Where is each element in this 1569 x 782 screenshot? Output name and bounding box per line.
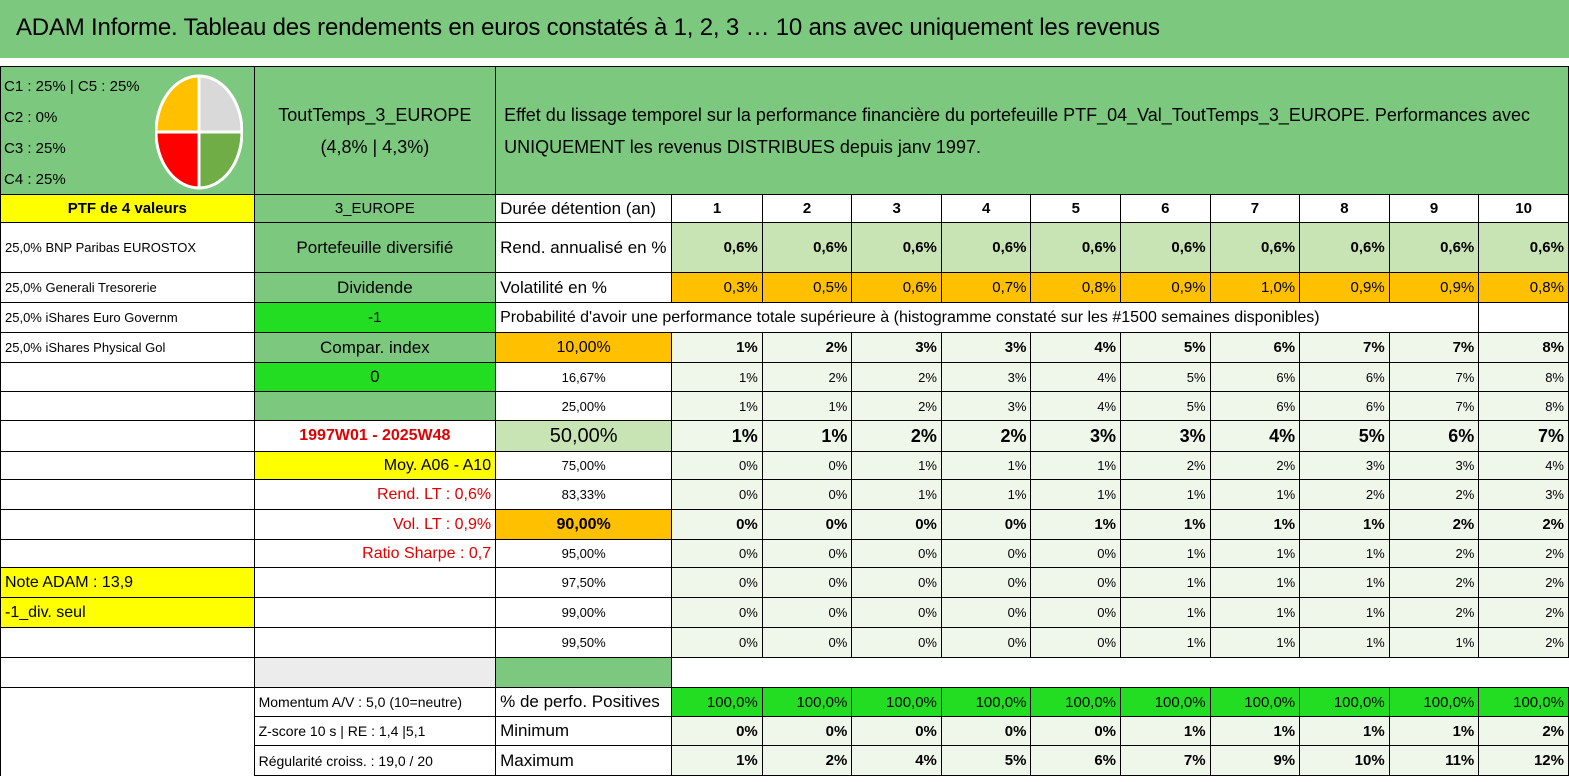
pos-4: 100,0% (941, 688, 1031, 717)
quantile-value: 0% (762, 598, 852, 628)
quantile-value: 2% (1389, 568, 1479, 598)
quantile-value: 7% (1389, 333, 1479, 363)
max-3: 4% (852, 746, 942, 776)
quantile-value: 1% (941, 452, 1031, 480)
quantile-value: 1% (1210, 480, 1300, 510)
pos-6: 100,0% (1121, 688, 1211, 717)
quantile-value: 1% (672, 421, 763, 452)
holding-4: 25,0% iShares Physical Gol (1, 333, 255, 363)
quantile-value: 2% (1479, 598, 1569, 628)
quantile-value: 0% (852, 598, 942, 628)
min-2: 0% (762, 717, 852, 746)
quantile-value: 2% (1479, 628, 1569, 658)
quantile-value: 6% (1300, 392, 1390, 421)
quantile-label: 50,00% (496, 421, 672, 452)
quantile-value: 6% (1389, 421, 1479, 452)
pie-slice-c3 (156, 132, 199, 188)
min-1: 0% (672, 717, 763, 746)
quantile-value: 6% (1300, 363, 1390, 392)
zscore-label: Z-score 10 s | RE : 1,4 |5,1 (254, 717, 496, 746)
quantile-label: 99,50% (496, 628, 672, 658)
rend-1: 0,6% (672, 223, 763, 273)
period-label: 1997W01 - 2025W48 (254, 421, 496, 452)
quantile-value: 7% (1479, 421, 1569, 452)
quantile-value: 3% (941, 363, 1031, 392)
quantile-value: 1% (1121, 568, 1211, 598)
quantile-value: 1% (1300, 510, 1390, 540)
quantile-value: 6% (1210, 363, 1300, 392)
min-4: 0% (941, 717, 1031, 746)
empty-cell (1, 510, 255, 540)
sharpe-label: Ratio Sharpe : 0,7 (254, 540, 496, 568)
year-5: 5 (1031, 195, 1121, 223)
year-4: 4 (941, 195, 1031, 223)
year-7: 7 (1210, 195, 1300, 223)
vol-7: 1,0% (1210, 273, 1300, 303)
vol-2: 0,5% (762, 273, 852, 303)
quantile-value: 3% (941, 333, 1031, 363)
rend-8: 0,6% (1300, 223, 1390, 273)
pos-10: 100,0% (1479, 688, 1569, 717)
quantile-value: 2% (1389, 480, 1479, 510)
empty-grey-cell (254, 658, 496, 688)
max-label: Maximum (496, 746, 672, 776)
pos-8: 100,0% (1300, 688, 1390, 717)
title-bar (0, 0, 1569, 62)
quantile-label: 99,00% (496, 598, 672, 628)
quantile-value: 6% (1210, 333, 1300, 363)
pie-legend-c2: C2 : 0% (4, 109, 58, 126)
empty-cell (1, 746, 255, 776)
quantile-value: 0% (941, 628, 1031, 658)
quantile-value: 2% (1389, 540, 1479, 568)
fund-perf: (4,8% | 4,3%) (320, 136, 430, 157)
moy-label: Moy. A06 - A10 (254, 452, 496, 480)
quantile-label: 25,00% (496, 392, 672, 421)
empty-cell (1, 540, 255, 568)
quantile-value: 0% (852, 628, 942, 658)
dividende-label: Dividende (254, 273, 496, 303)
quantile-value: 2% (1210, 452, 1300, 480)
quantile-label: 90,00% (496, 510, 672, 540)
quantile-value: 3% (1121, 421, 1211, 452)
quantile-value: 0% (762, 510, 852, 540)
pie-slice-c1 (156, 76, 199, 132)
quantile-value: 4% (1031, 363, 1121, 392)
quantile-value: 1% (1121, 598, 1211, 628)
quantile-value: 1% (672, 333, 763, 363)
rend-7: 0,6% (1210, 223, 1300, 273)
quantile-value: 1% (1300, 568, 1390, 598)
quantile-value: 2% (762, 333, 852, 363)
quantile-label: 97,50% (496, 568, 672, 598)
vol-label: Volatilité en % (496, 273, 672, 303)
description-cell (496, 67, 1569, 195)
quantile-value: 3% (1031, 421, 1121, 452)
min-3: 0% (852, 717, 942, 746)
spacer (672, 658, 1569, 688)
quantile-value: 0% (941, 540, 1031, 568)
quantile-value: 7% (1300, 333, 1390, 363)
vol-lt-label: Vol. LT : 0,9% (254, 510, 496, 540)
quantile-value: 1% (1031, 480, 1121, 510)
quantile-value: 2% (852, 363, 942, 392)
quantile-value: 2% (1389, 598, 1479, 628)
allocation-pie-chart (155, 73, 243, 191)
quantile-value: 1% (1121, 540, 1211, 568)
pie-legend-c1-c5: C1 : 25% | C5 : 25% (4, 78, 140, 95)
quantile-value: 6% (1210, 392, 1300, 421)
quantile-value: 0% (672, 510, 763, 540)
quantile-label: 75,00% (496, 452, 672, 480)
max-4: 5% (941, 746, 1031, 776)
quantile-value: 5% (1121, 363, 1211, 392)
holding-1: 25,0% BNP Paribas EUROSTOX (1, 223, 255, 273)
quantile-value: 1% (852, 480, 942, 510)
regularite-label: Régularité croiss. : 19,0 / 20 (254, 746, 496, 776)
quantile-row (1, 540, 1569, 568)
quantile-row (1, 480, 1569, 510)
quantile-value: 0% (852, 568, 942, 598)
max-8: 10% (1300, 746, 1390, 776)
vol-8: 0,9% (1300, 273, 1390, 303)
empty-cell (1, 392, 255, 421)
quantile-value: 0% (762, 628, 852, 658)
quantile-row (1, 452, 1569, 480)
rend-9: 0,6% (1389, 223, 1479, 273)
quantile-value: 2% (1121, 452, 1211, 480)
quantile-value: 1% (941, 480, 1031, 510)
max-7: 9% (1210, 746, 1300, 776)
vol-3: 0,6% (852, 273, 942, 303)
quantile-value: 1% (1210, 568, 1300, 598)
quantile-value: 0% (941, 510, 1031, 540)
vol-5: 0,8% (1031, 273, 1121, 303)
fund-name: ToutTemps_3_EUROPE (278, 104, 472, 125)
empty-cell (1, 363, 255, 392)
quantile-value: 8% (1479, 392, 1569, 421)
max-10: 12% (1479, 746, 1569, 776)
quantile-value: 0% (672, 480, 763, 510)
empty-cell (1, 628, 255, 658)
quantile-value: 2% (852, 392, 942, 421)
duree-label: Durée détention (an) (496, 195, 672, 223)
empty-green-cell (254, 392, 496, 421)
quantile-value: 2% (852, 421, 942, 452)
quantile-value: 1% (762, 421, 852, 452)
empty-cell (254, 628, 496, 658)
div-seul: -1_div. seul (1, 598, 255, 628)
quantile-row (1, 598, 1569, 628)
quantile-value: 0% (1031, 568, 1121, 598)
quantile-value: 0% (1031, 598, 1121, 628)
quantile-value: 1% (1210, 628, 1300, 658)
pos-5: 100,0% (1031, 688, 1121, 717)
quantile-value: 1% (672, 392, 763, 421)
quantile-value: 1% (1121, 480, 1211, 510)
zero-value: 0 (254, 363, 496, 392)
quantile-value: 8% (1479, 363, 1569, 392)
min-5: 0% (1031, 717, 1121, 746)
pos-1: 100,0% (672, 688, 763, 717)
page-title: ADAM Informe. Tableau des rendements en euros constatés à 1, 2, 3 … 10 ans avec uniquement les revenus (16, 14, 1160, 41)
vol-4: 0,7% (941, 273, 1031, 303)
quantile-value: 0% (852, 510, 942, 540)
quantile-value: 0% (852, 540, 942, 568)
quantile-value: 5% (1121, 333, 1211, 363)
quantile-value: 7% (1389, 363, 1479, 392)
quantile-label: 16,67% (496, 363, 672, 392)
quantile-value: 3% (1300, 452, 1390, 480)
quantile-value: 2% (1479, 510, 1569, 540)
quantile-value: 1% (852, 452, 942, 480)
quantile-label: 10,00% (496, 333, 672, 363)
min-10: 2% (1479, 717, 1569, 746)
holding-3: 25,0% iShares Euro Governm (1, 303, 255, 333)
quantile-value: 0% (941, 598, 1031, 628)
report-grid (0, 66, 1569, 776)
empty-cell (1, 421, 255, 452)
quantile-value: 2% (1300, 480, 1390, 510)
pos-label: % de perfo. Positives (496, 688, 672, 717)
quantile-value: 0% (672, 598, 763, 628)
quantile-value: 3% (1479, 480, 1569, 510)
pie-legend-c3: C3 : 25% (4, 140, 66, 157)
quantile-value: 5% (1121, 392, 1211, 421)
quantile-value: 0% (672, 540, 763, 568)
quantile-value: 8% (1479, 333, 1569, 363)
description: Effet du lissage temporel sur la performance financière du portefeuille PTF_04_Val_ToutTemps_3_EUROPE. Performances avec UNIQUEMENT les revenus DISTRIBUES depuis janv 1997. (504, 104, 1530, 157)
empty-cell (1, 688, 255, 717)
quantile-value: 5% (1300, 421, 1390, 452)
vol-10: 0,8% (1479, 273, 1569, 303)
quantile-value: 0% (672, 568, 763, 598)
pos-9: 100,0% (1389, 688, 1479, 717)
quantile-value: 4% (1210, 421, 1300, 452)
rend-2: 0,6% (762, 223, 852, 273)
quantile-value: 0% (941, 568, 1031, 598)
quantile-value: 1% (1210, 510, 1300, 540)
max-5: 6% (1031, 746, 1121, 776)
quantile-value: 0% (762, 452, 852, 480)
quantile-value: 3% (941, 392, 1031, 421)
returns-table (0, 66, 1569, 776)
year-3: 3 (852, 195, 942, 223)
quantile-value: 2% (762, 363, 852, 392)
empty-green-cell (496, 658, 672, 688)
quantile-value: 1% (1031, 510, 1121, 540)
min-7: 1% (1210, 717, 1300, 746)
pie-slice-c5 (199, 76, 242, 132)
holding-2: 25,0% Generali Tresorerie (1, 273, 255, 303)
min-label: Minimum (496, 717, 672, 746)
quantile-row (1, 628, 1569, 658)
year-10: 10 (1479, 195, 1569, 223)
rend-5: 0,6% (1031, 223, 1121, 273)
vol-1: 0,3% (672, 273, 763, 303)
region-label: 3_EUROPE (254, 195, 496, 223)
quantile-value: 1% (1300, 598, 1390, 628)
pos-7: 100,0% (1210, 688, 1300, 717)
rend-4: 0,6% (941, 223, 1031, 273)
quantile-value: 3% (1389, 452, 1479, 480)
year-2: 2 (762, 195, 852, 223)
momentum-label: Momentum A/V : 5,0 (10=neutre) (254, 688, 496, 717)
vol-9: 0,9% (1389, 273, 1479, 303)
quantile-value: 1% (672, 363, 763, 392)
max-9: 11% (1389, 746, 1479, 776)
rend-10: 0,6% (1479, 223, 1569, 273)
quantile-value: 2% (941, 421, 1031, 452)
year-1: 1 (672, 195, 763, 223)
quantile-value: 1% (1031, 452, 1121, 480)
quantile-value: 1% (1210, 598, 1300, 628)
quantile-value: 2% (1479, 540, 1569, 568)
ptf-label: PTF de 4 valeurs (1, 195, 255, 223)
quantile-value: 0% (672, 452, 763, 480)
quantile-value: 2% (1389, 510, 1479, 540)
fund-title-cell (254, 67, 496, 195)
vol-6: 0,9% (1121, 273, 1211, 303)
pie-cell (1, 67, 255, 195)
quantile-value: 4% (1031, 392, 1121, 421)
max-1: 1% (672, 746, 763, 776)
empty-cell (254, 598, 496, 628)
quantile-value: 7% (1389, 392, 1479, 421)
max-2: 2% (762, 746, 852, 776)
quantile-value: 1% (1389, 628, 1479, 658)
min-8: 1% (1300, 717, 1390, 746)
quantile-value: 0% (762, 480, 852, 510)
min-9: 1% (1389, 717, 1479, 746)
rend-3: 0,6% (852, 223, 942, 273)
prob-label: Probabilité d'avoir une performance totale supérieure à (histogramme constaté sur les #1500 semaines disponibles) (496, 303, 1479, 333)
quantile-value: 0% (1031, 628, 1121, 658)
quantile-value: 1% (1300, 628, 1390, 658)
empty-cell (1, 658, 255, 688)
prob-label-end (1479, 303, 1569, 333)
pos-2: 100,0% (762, 688, 852, 717)
rend-lt-label: Rend. LT : 0,6% (254, 480, 496, 510)
quantile-value: 0% (762, 568, 852, 598)
max-6: 7% (1121, 746, 1211, 776)
empty-cell (254, 568, 496, 598)
pie-slice-c4 (199, 132, 242, 188)
quantile-value: 1% (762, 392, 852, 421)
quantile-row (1, 568, 1569, 598)
minus-one-value: -1 (254, 303, 496, 333)
quantile-value: 4% (1479, 452, 1569, 480)
quantile-value: 0% (1031, 540, 1121, 568)
quantile-row (1, 421, 1569, 452)
quantile-value: 0% (672, 628, 763, 658)
quantile-row (1, 392, 1569, 421)
quantile-row (1, 510, 1569, 540)
empty-cell (1, 452, 255, 480)
rend-6: 0,6% (1121, 223, 1211, 273)
pie-legend-c4: C4 : 25% (4, 171, 66, 188)
quantile-value: 1% (1121, 510, 1211, 540)
pie-legend (4, 71, 140, 195)
note-adam: Note ADAM : 13,9 (1, 568, 255, 598)
quantile-value: 4% (1031, 333, 1121, 363)
year-8: 8 (1300, 195, 1390, 223)
quantile-row (1, 333, 1569, 363)
quantile-row (1, 363, 1569, 392)
type-label: Portefeuille diversifié (254, 223, 496, 273)
quantile-value: 1% (1300, 540, 1390, 568)
compar-label: Compar. index (254, 333, 496, 363)
quantile-label: 95,00% (496, 540, 672, 568)
min-6: 1% (1121, 717, 1211, 746)
quantile-value: 3% (852, 333, 942, 363)
quantile-value: 0% (762, 540, 852, 568)
empty-cell (1, 717, 255, 746)
quantile-label: 83,33% (496, 480, 672, 510)
rend-label: Rend. annualisé en % (496, 223, 672, 273)
quantile-value: 1% (1210, 540, 1300, 568)
quantile-value: 2% (1479, 568, 1569, 598)
year-9: 9 (1389, 195, 1479, 223)
empty-cell (1, 480, 255, 510)
pos-3: 100,0% (852, 688, 942, 717)
year-6: 6 (1121, 195, 1211, 223)
quantile-value: 1% (1121, 628, 1211, 658)
